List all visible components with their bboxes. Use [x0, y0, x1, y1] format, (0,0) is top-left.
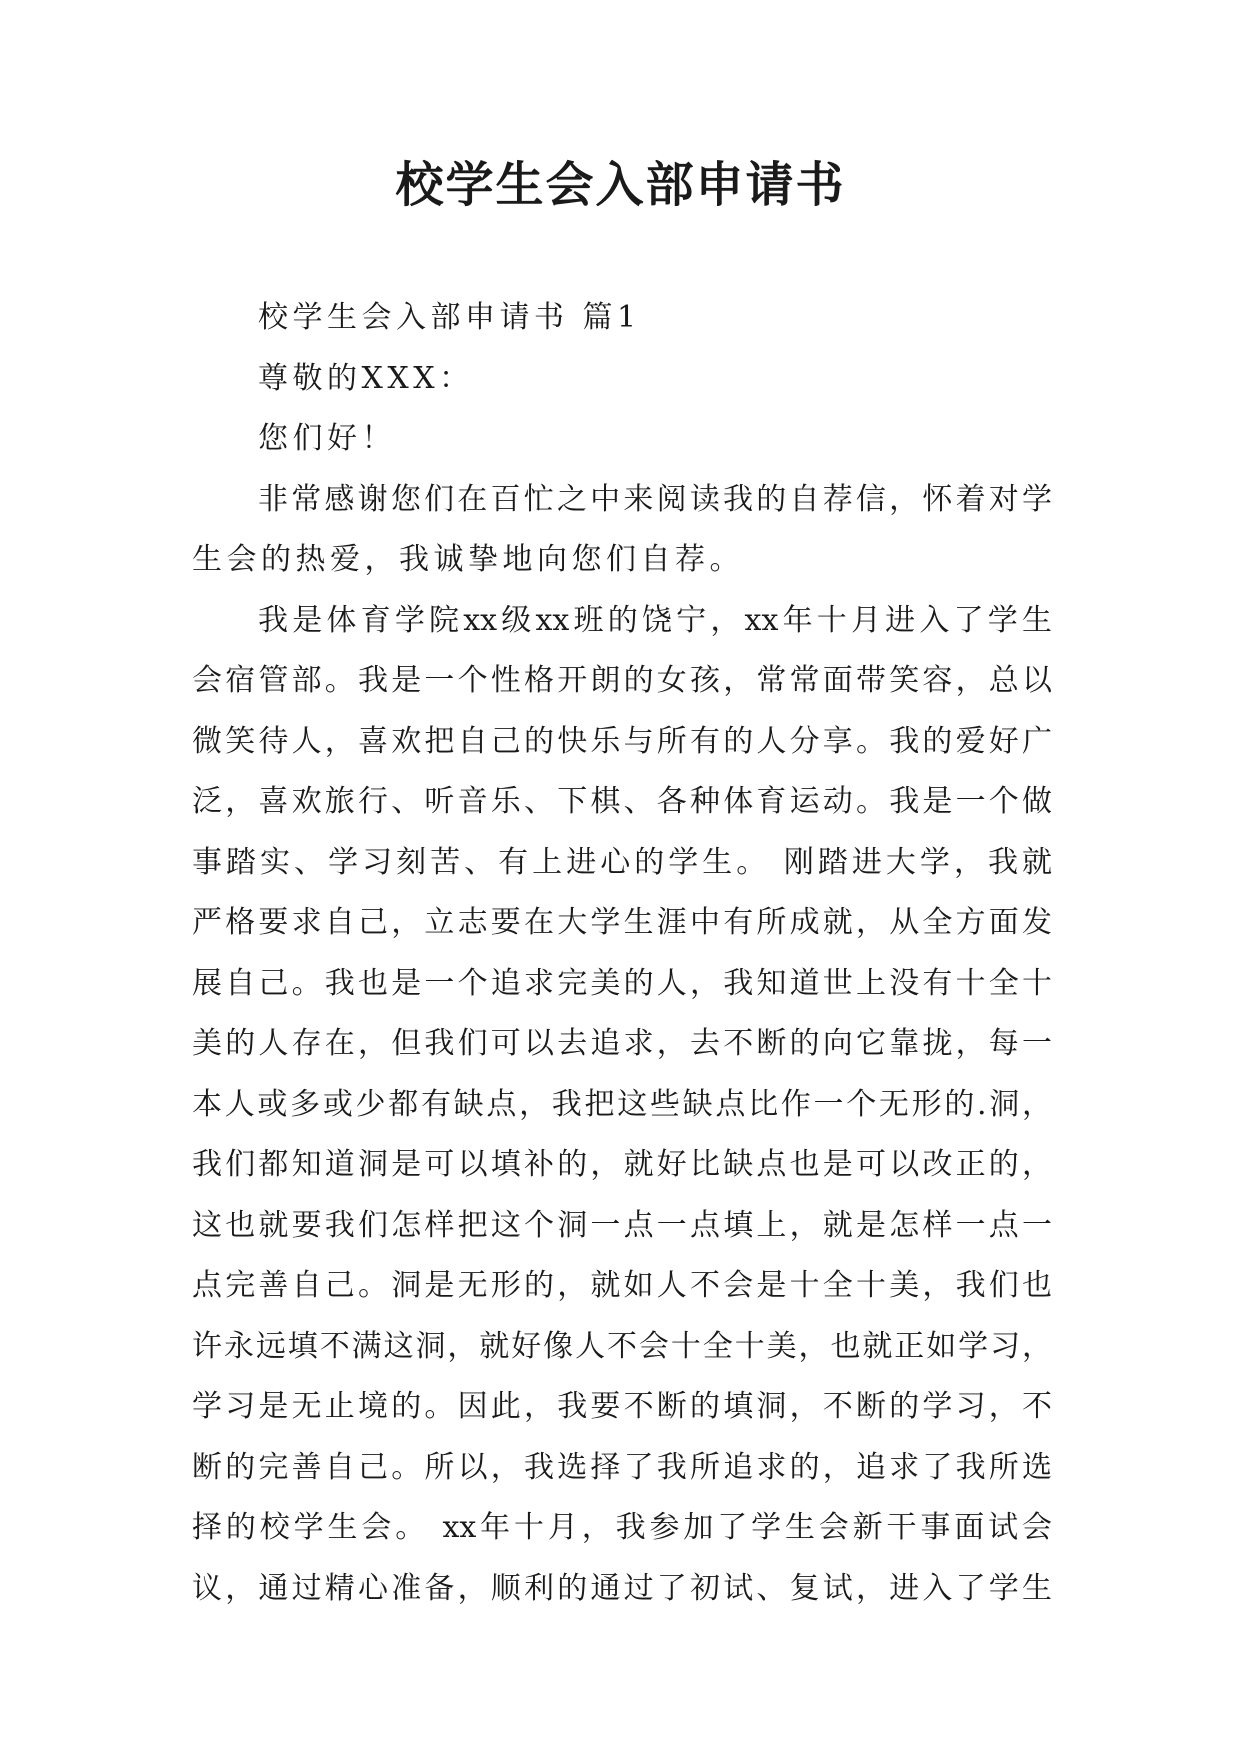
document-body [192, 288, 1052, 1619]
paragraph-line: 事踏实、学习刻苦、有上进心的学生。 刚踏进大学，我就 [192, 844, 1052, 880]
salutation: 尊敬的XXX： [258, 360, 474, 396]
paragraph-line: 非常感谢您们在百忙之中来阅读我的自荐信，怀着对学 [258, 481, 1052, 517]
paragraph-line: 本人或多或少都有缺点，我把这些缺点比作一个无形的.洞， [192, 1086, 1052, 1122]
paragraph-line: 这也就要我们怎样把这个洞一点一点填上，就是怎样一点一 [192, 1207, 1052, 1243]
section-heading: 校学生会入部申请书 篇1 [258, 300, 641, 335]
paragraph-line: 我是体育学院xx级xx班的饶宁，xx年十月进入了学生 [258, 602, 1052, 638]
paragraph-line: 点完善自己。洞是无形的，就如人不会是十全十美，我们也 [192, 1268, 1052, 1303]
paragraph-line: 择的校学生会。 xx年十月，我参加了学生会新干事面试会 [192, 1510, 1052, 1545]
paragraph-line: 生会的热爱，我诚挚地向您们自荐。 [192, 542, 744, 577]
paragraph-line: 泛，喜欢旅行、听音乐、下棋、各种体育运动。我是一个做 [192, 784, 1052, 819]
paragraph-line: 美的人存在，但我们可以去追求，去不断的向它靠拢，每一 [192, 1026, 1052, 1061]
paragraph-line: 微笑待人，喜欢把自己的快乐与所有的人分享。我的爱好广 [192, 723, 1052, 759]
paragraph-line: 我们都知道洞是可以填补的，就好比缺点也是可以改正的， [192, 1147, 1052, 1182]
paragraph-line: 断的完善自己。所以，我选择了我所追求的，追求了我所选 [192, 1449, 1052, 1485]
paragraph-line: 严格要求自己，立志要在大学生涯中有所成就，从全方面发 [192, 905, 1052, 940]
greeting: 您们好！ [258, 421, 396, 456]
document-title: 校学生会入部申请书 [395, 157, 846, 213]
paragraph-line: 议，通过精心准备，顺利的通过了初试、复试，进入了学生 [192, 1570, 1052, 1606]
paragraph-line: 展自己。我也是一个追求完美的人，我知道世上没有十全十 [192, 965, 1052, 1001]
paragraph-line: 许永远填不满这洞，就好像人不会十全十美，也就正如学习， [192, 1328, 1052, 1364]
paragraph-line: 学习是无止境的。因此，我要不断的填洞，不断的学习，不 [192, 1389, 1052, 1424]
paragraph-line: 会宿管部。我是一个性格开朗的女孩，常常面带笑容，总以 [192, 663, 1052, 698]
